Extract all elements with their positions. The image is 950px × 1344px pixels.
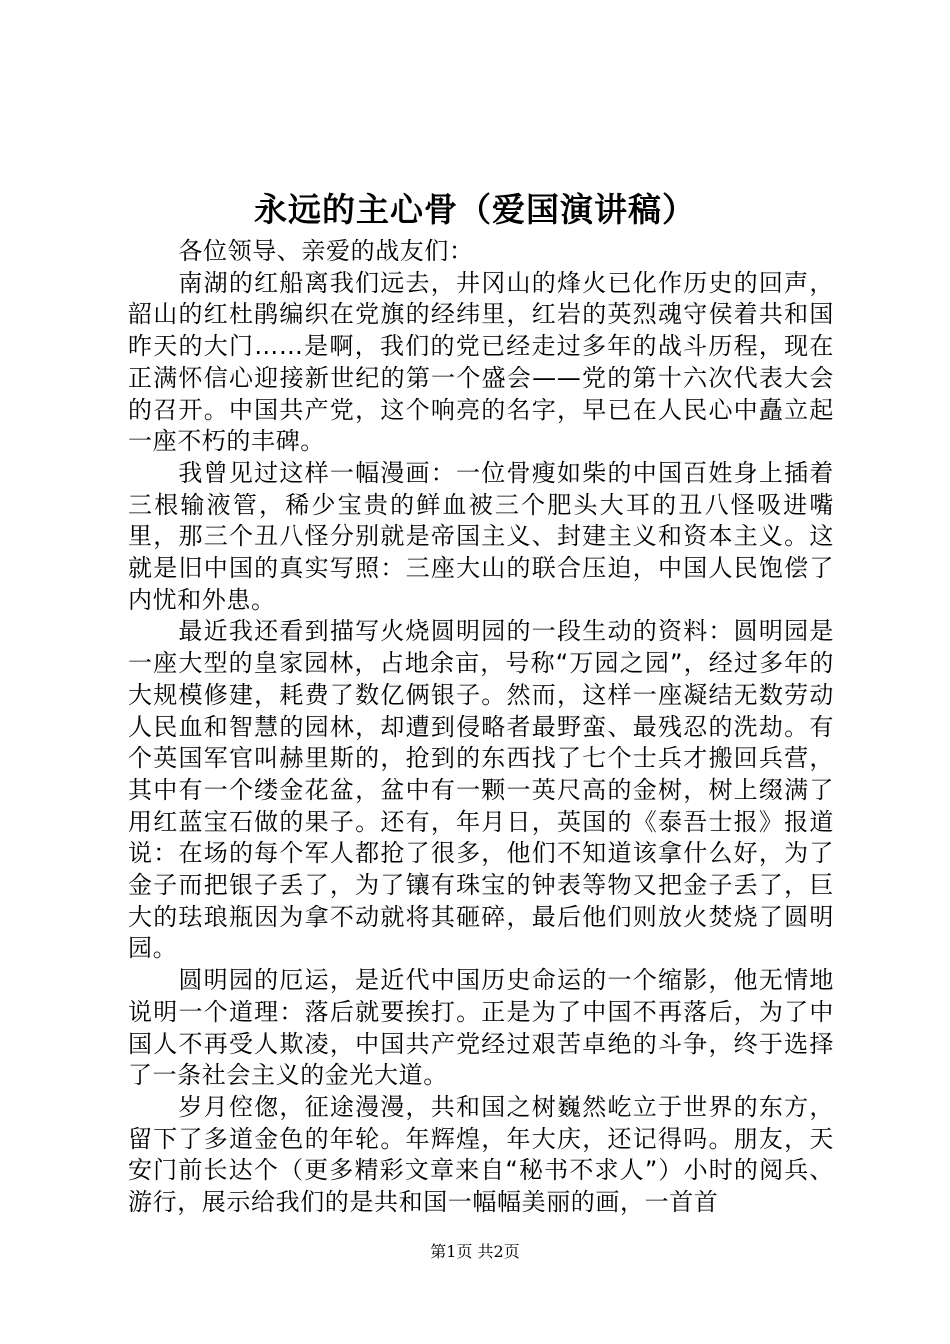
paragraph: 圆明园的厄运，是近代中国历史命运的一个缩影，他无情地说明一个道理：落后就要挨打。正是为了中国不再落后，为了中国人不再受人欺凌，中国共产党经过艰苦卓绝的斗争，终于选择了一条社会主义的金光大道。 — [128, 966, 834, 1090]
page-number-footer: 第1页 共2页 — [430, 1242, 520, 1261]
paragraph: 岁月倥偬，征途漫漫，共和国之树巍然屹立于世界的东方，留下了多道金色的年轮。年辉煌，年大庆，还记得吗。朋友，天安门前长达个（更多精彩文章来自“秘书不求人”）小时的阅兵、游行，展示给我们的是共和国一幅幅美丽的画，一首首 — [128, 1092, 834, 1217]
document-title: 永远的主心骨（爱国演讲稿） — [254, 190, 696, 229]
paragraph-salutation: 各位领导、亲爱的战友们： — [178, 237, 474, 265]
paragraph: 我曾见过这样一幅漫画：一位骨瘦如柴的中国百姓身上插着三根输液管，稀少宝贵的鲜血被三个肥头大耳的丑八怪吸进嘴里，那三个丑八怪分别就是帝国主义、封建主义和资本主义。这就是旧中国的真实写照：三座大山的联合压迫，中国人民饱偿了内忧和外患。 — [128, 458, 834, 614]
document-body — [128, 236, 834, 1219]
paragraph: 最近我还看到描写火烧圆明园的一段生动的资料：圆明园是一座大型的皇家园林，占地余亩，号称“万园之园”，经过多年的大规模修建，耗费了数亿俩银子。然而，这样一座凝结无数劳动人民血和智慧的园林，却遭到侵略者最野蛮、最残忍的洗劫。有个英国军官叫赫里斯的，抢到的东西找了七个士兵才搬回兵营，其中有一个缕金花盆，盆中有一颗一英尺高的金树，树上缀满了用红蓝宝石做的果子。还有，年月日，英国的《泰吾士报》报道说：在场的每个军人都抢了很多，他们不知道该拿什么好，为了金子而把银子丢了，为了镶有珠宝的钟表等物又把金子丢了，巨大的珐琅瓶因为拿不动就将其砸碎，最后他们则放火焚烧了圆明园。 — [128, 617, 834, 963]
paragraph: 南湖的红船离我们远去，井冈山的烽火已化作历史的回声，韶山的红杜鹃编织在党旗的经纬里，红岩的英烈魂守侯着共和国昨天的大门……是啊，我们的党已经走过多年的战斗历程，现在正满怀信心迎接新世纪的第一个盛会——党的第十六次代表大会的召开。中国共产党，这个响亮的名字，早已在人民心中矗立起一座不朽的丰碑。 — [128, 268, 834, 456]
